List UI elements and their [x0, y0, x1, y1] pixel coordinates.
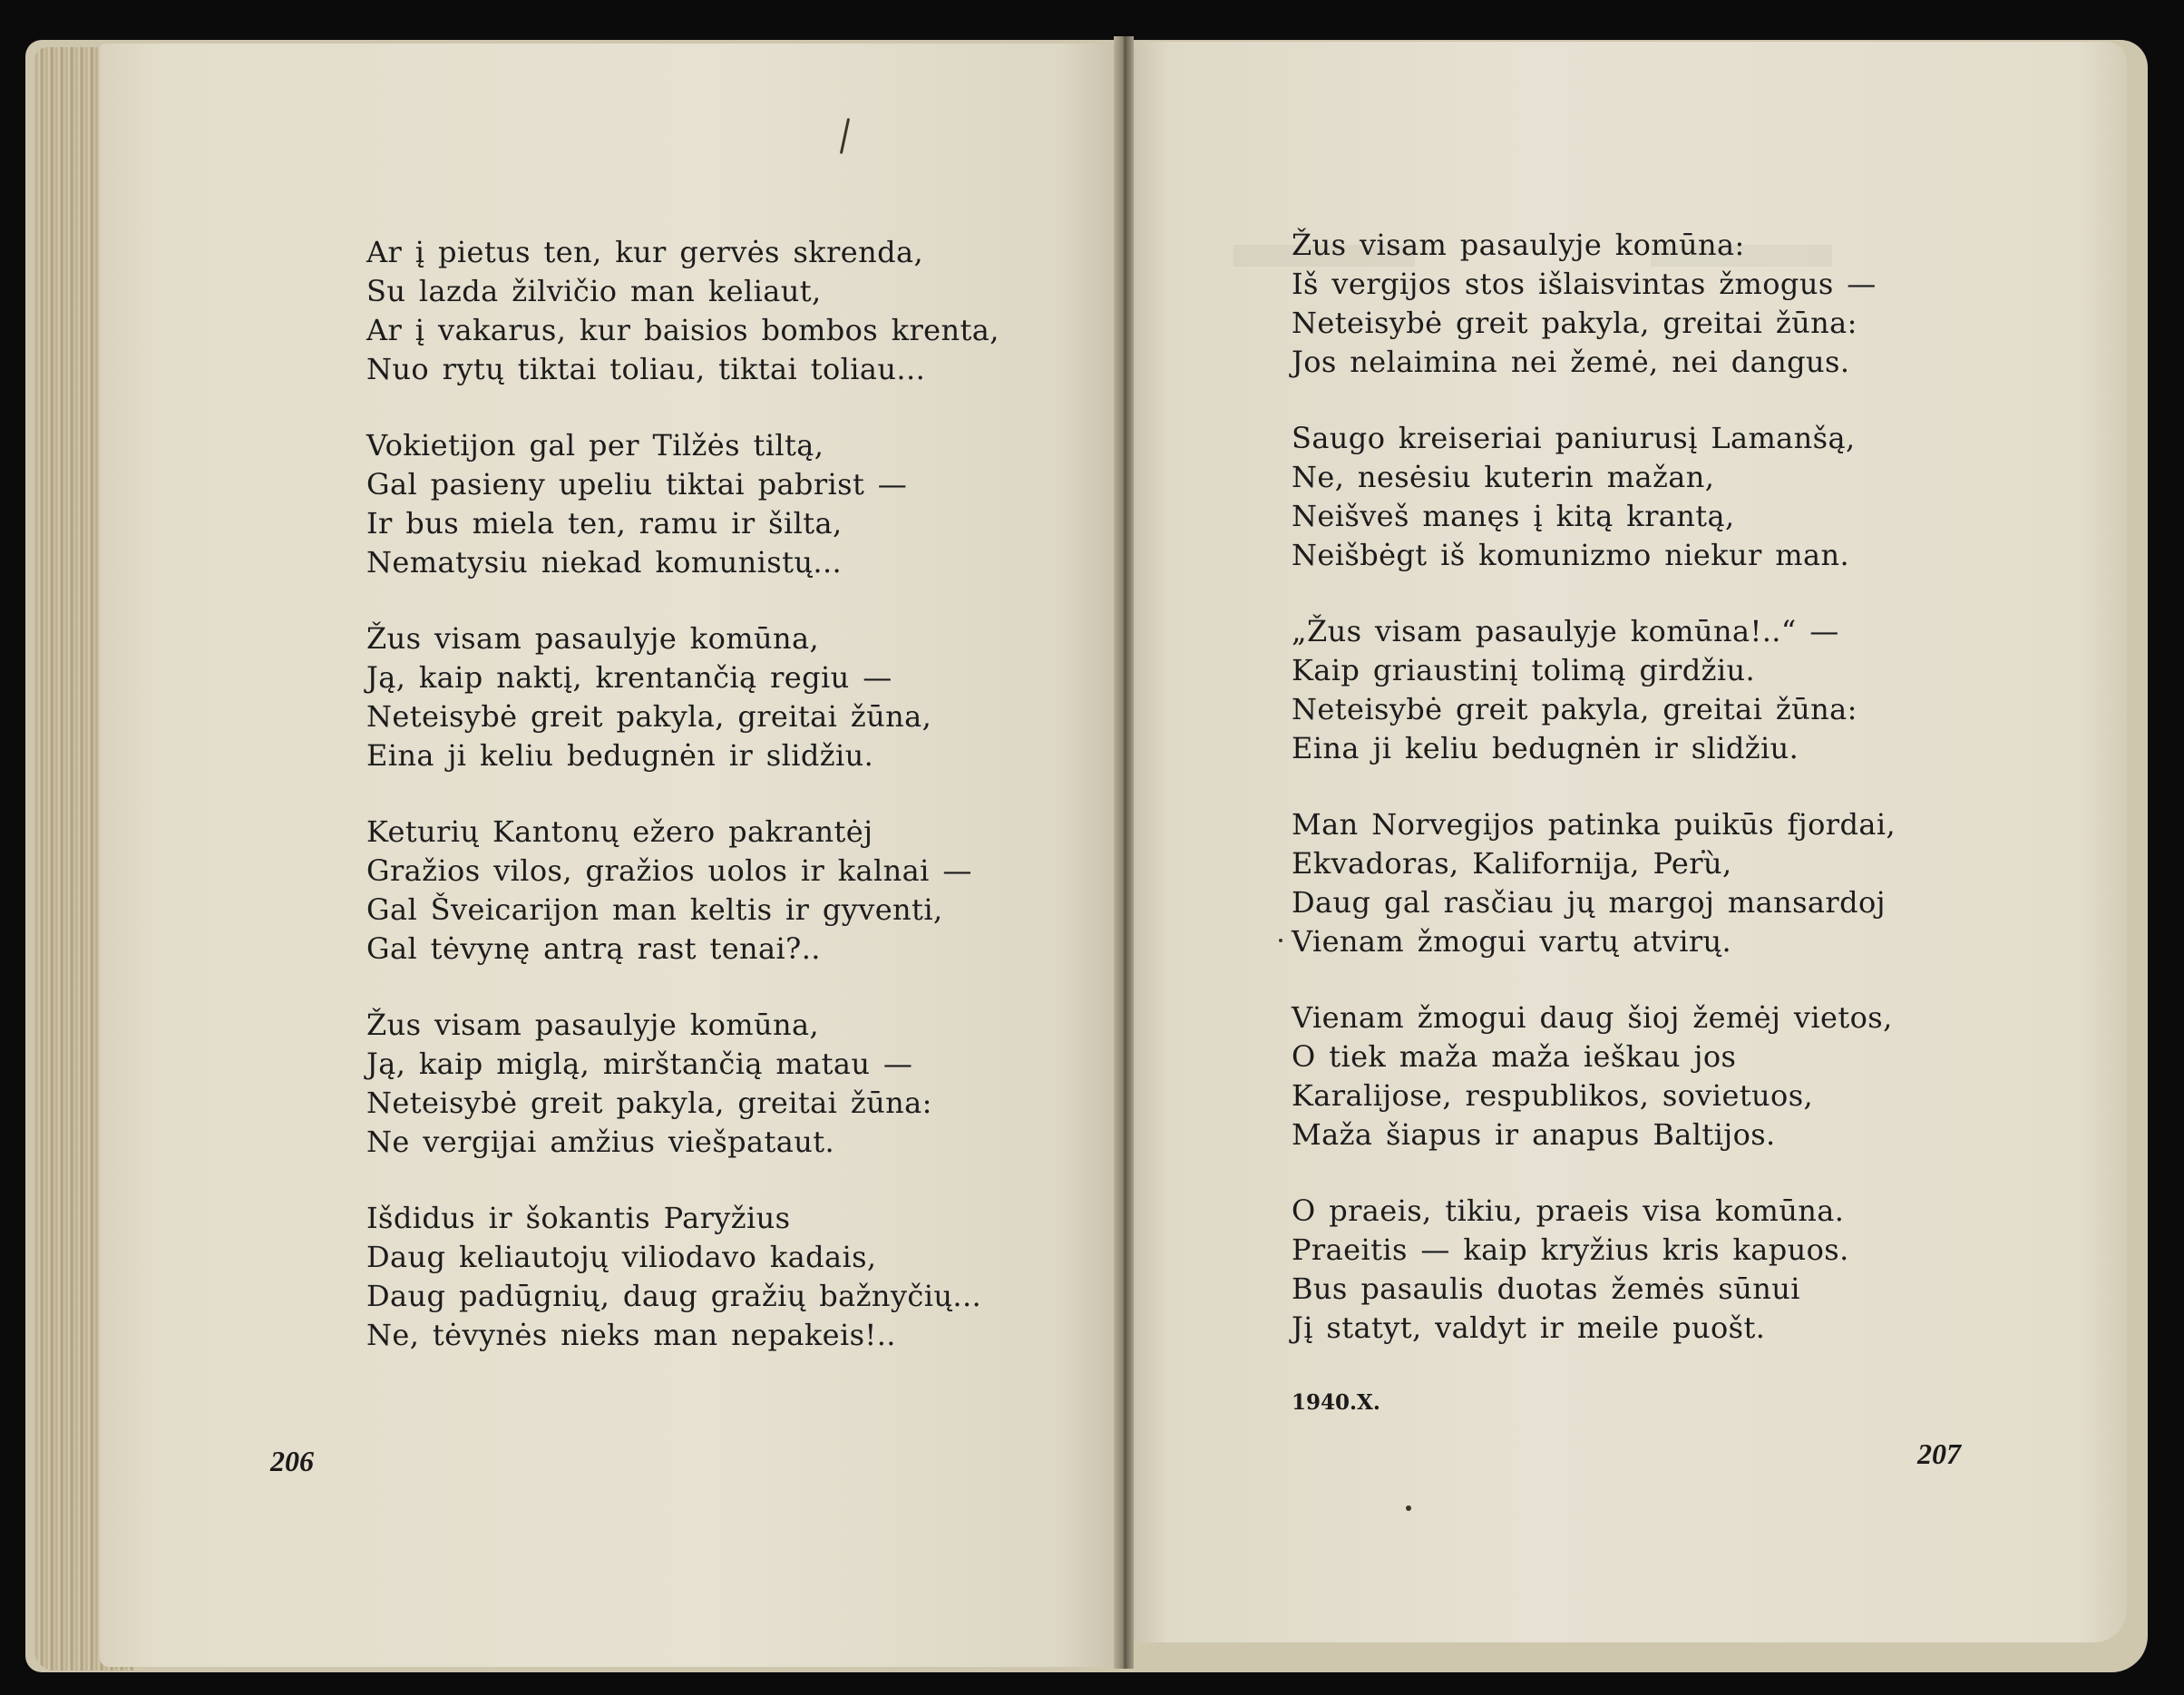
verse-line: Man Norvegijos patinka puikūs fjordai, — [1292, 807, 1896, 842]
verse-line: Maža šiapus ir anapus Baltijos. — [1292, 1117, 1776, 1152]
verse-line: Daug keliautojų viliodavo kadais, — [366, 1240, 877, 1274]
stanza — [366, 233, 1056, 389]
verse-line: Jos nelaimina nei žemė, nei dangus. — [1292, 345, 1850, 379]
verse-line: Neteisybė greit pakyla, greitai žūna: — [1292, 306, 1857, 340]
verse-line: Vokietijon gal per Tilžės tiltą, — [366, 428, 824, 463]
verse-line: Gal pasieny upeliu tiktai pabrist — — [366, 467, 908, 502]
verse-line: Kaip griaustinį tolimą girdžiu. — [1292, 653, 1756, 687]
verse-line: Vienam žmogui vartų atvirų. — [1292, 924, 1732, 959]
verse-line: Iš vergijos stos išlaisvintas žmogus — — [1292, 267, 1877, 301]
stanza — [366, 813, 1056, 969]
poem-left-page — [366, 233, 1056, 1392]
verse-line: Ar į pietus ten, kur gervės skrenda, — [366, 235, 924, 269]
verse-line: Neišbėgt iš komunizmo niekur man. — [1292, 538, 1850, 572]
verse-line: Su lazda žilvičio man keliaut, — [366, 274, 822, 308]
verse-line: Ją, kaip miglą, mirštančią matau — — [366, 1047, 913, 1081]
verse-line: Ekvadoras, Kalifornija, Perù, — [1292, 846, 1732, 881]
verse-line: Žus visam pasaulyje komūna, — [366, 1008, 820, 1042]
verse-line: Saugo kreiseriai paniurusį Lamanšą, — [1292, 421, 1856, 455]
verse-line: O praeis, tikiu, praeis visa komūna. — [1292, 1193, 1845, 1228]
verse-line: Išdidus ir šokantis Paryžius — [366, 1201, 791, 1235]
verse-line: Ją, kaip naktį, krentančią regiu — — [366, 660, 892, 695]
verse-line: Jį statyt, valdyt ir meile puošt. — [1292, 1310, 1766, 1345]
stanza — [1292, 805, 1981, 961]
verse-line: Daug padūgnių, daug gražių bažnyčių... — [366, 1279, 982, 1313]
poem-date: 1940.X. — [1292, 1390, 1380, 1415]
verse-line: Eina ji keliu bedugnėn ir slidžiu. — [1292, 731, 1799, 765]
verse-line: Ne, tėvynės nieks man nepakeis!.. — [366, 1318, 896, 1352]
verse-line: Bus pasaulis duotas žemės sūnui — [1292, 1271, 1800, 1306]
stanza — [366, 619, 1056, 775]
stanza — [1292, 226, 1981, 382]
verse-line: Gražios vilos, gražios uolos ir kalnai — — [366, 853, 972, 888]
verse-line: Žus visam pasaulyje komūna: — [1292, 228, 1745, 262]
verse-line: Ne, nesėsiu kuterin mažan, — [1292, 460, 1715, 494]
verse-line: Vienam žmogui daug šioj žemėj vietos, — [1292, 1000, 1893, 1035]
stanza — [366, 1006, 1056, 1162]
poem-right-page — [1292, 226, 1981, 1385]
verse-line: Nematysiu niekad komunistų... — [366, 545, 843, 580]
stanza — [1292, 612, 1981, 768]
verse-line: Neteisybė greit pakyla, greitai žūna: — [366, 1086, 932, 1120]
verse-line: Keturių Kantonų ežero pakrantėj — [366, 814, 873, 849]
dust-speck — [1279, 939, 1282, 942]
verse-line: Neteisybė greit pakyla, greitai žūna: — [1292, 692, 1857, 726]
verse-line: Daug gal rasčiau jų margoj mansardoj — [1292, 885, 1886, 920]
dust-speck — [1406, 1505, 1411, 1511]
verse-line: Gal tėvynę antrą rast tenai?.. — [366, 931, 821, 966]
verse-line: Ar į vakarus, kur baisios bombos krenta, — [366, 313, 999, 347]
verse-line: O tiek maža maža ieškau jos — [1292, 1039, 1737, 1074]
stanza — [1292, 1192, 1981, 1348]
verse-line: Neteisybė greit pakyla, greitai žūna, — [366, 699, 932, 734]
verse-line: Karalijose, respublikos, sovietuos, — [1292, 1078, 1814, 1113]
page-number-left: 206 — [270, 1445, 314, 1477]
stanza — [366, 426, 1056, 582]
verse-line: Ir bus miela ten, ramu ir šilta, — [366, 506, 843, 541]
verse-line: „Žus visam pasaulyje komūna!..“ — — [1292, 614, 1839, 648]
verse-line: Gal Šveicarijon man keltis ir gyventi, — [366, 892, 943, 927]
verse-line: Praeitis — kaip kryžius kris kapuos. — [1292, 1232, 1849, 1267]
stanza — [1292, 419, 1981, 575]
stanza — [1292, 998, 1981, 1154]
page-number-right: 207 — [1917, 1437, 1961, 1470]
stanza — [366, 1199, 1056, 1355]
verse-line: Ne vergijai amžius viešpataut. — [366, 1125, 835, 1159]
verse-line: Žus visam pasaulyje komūna, — [366, 621, 820, 656]
verse-line: Nuo rytų tiktai toliau, tiktai toliau... — [366, 352, 926, 386]
book-gutter — [1114, 36, 1134, 1669]
verse-line: Eina ji keliu bedugnėn ir slidžiu. — [366, 738, 874, 773]
verse-line: Neišveš manęs į kitą krantą, — [1292, 499, 1735, 533]
